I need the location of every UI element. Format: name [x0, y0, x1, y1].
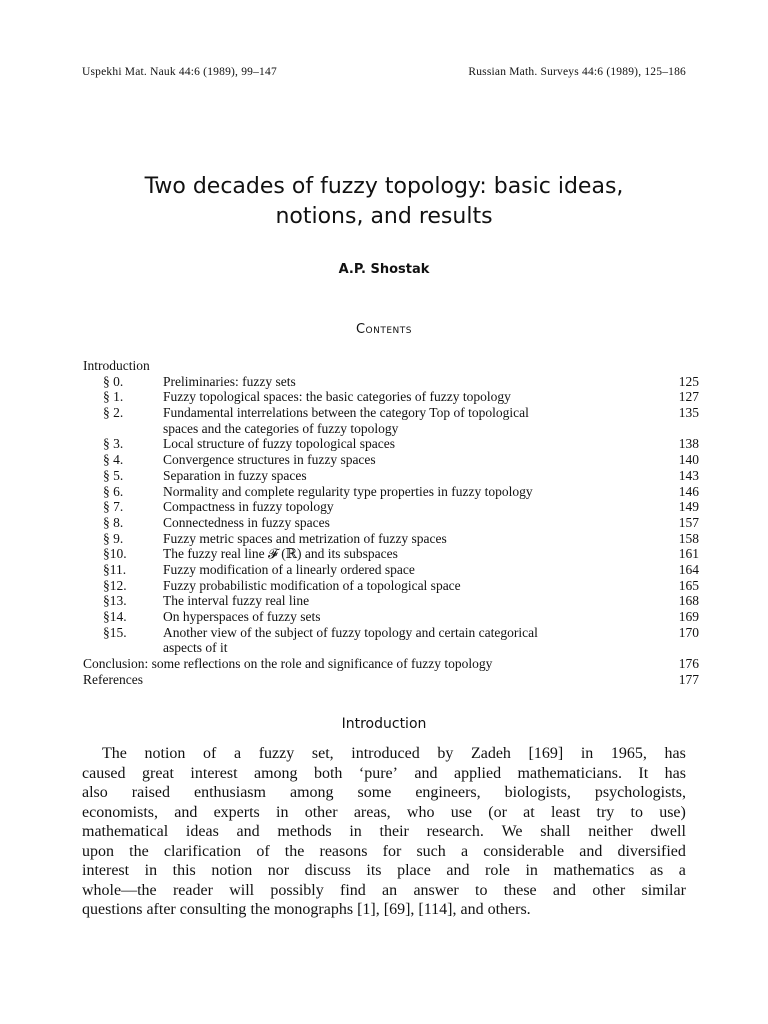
toc-page-number: 138	[678, 436, 699, 452]
body-line	[82, 881, 686, 901]
toc-entry	[83, 484, 699, 500]
body-word: at	[523, 803, 535, 821]
toc-entry	[83, 468, 699, 484]
body-word: also	[82, 784, 108, 801]
body-word: these	[503, 881, 537, 899]
body-word: [169]	[528, 745, 564, 762]
body-line	[82, 764, 686, 784]
body-word: [1],	[357, 901, 384, 918]
toc-page-number: 146	[678, 483, 699, 499]
body-word: interest	[190, 764, 238, 782]
toc-section-number: §10.	[103, 546, 127, 562]
toc-entry	[83, 389, 699, 405]
body-word: mathematicians.	[517, 764, 622, 782]
body-word: mathematics	[553, 862, 635, 879]
toc-entry	[83, 593, 699, 609]
body-word: their	[379, 823, 409, 840]
running-head-right: Russian Math. Surveys 44:6 (1989), 125–186	[468, 66, 686, 78]
contents-heading: Contents	[355, 322, 413, 337]
body-word: a	[678, 862, 686, 879]
toc-entry	[83, 578, 699, 594]
toc-section-title: Connectedness in fuzzy spaces	[163, 514, 330, 530]
toc-page-number: 135	[678, 405, 699, 421]
body-word: possibly	[270, 881, 324, 899]
toc-section-title: Compactness in fuzzy topology	[163, 499, 334, 515]
body-word: (or	[488, 803, 507, 821]
toc-entry	[83, 625, 699, 641]
body-word: methods	[277, 823, 332, 840]
body-word: consulting	[179, 901, 251, 918]
body-word: after	[146, 901, 180, 918]
toc-section-number: §14.	[103, 609, 127, 624]
toc-entry	[83, 452, 699, 468]
toc-entry	[83, 421, 699, 437]
body-line	[82, 783, 686, 803]
body-word: similar	[641, 881, 686, 899]
toc-entry	[83, 640, 699, 656]
toc-section-title: Fuzzy probabilistic modification of a topological space	[163, 577, 461, 593]
body-word: neither	[588, 823, 633, 840]
body-word: and	[236, 823, 260, 840]
toc-references	[83, 672, 699, 688]
toc-introduction	[83, 358, 699, 374]
body-word: ideas	[185, 823, 219, 840]
body-word: use	[450, 803, 473, 821]
body-word: experts	[213, 803, 260, 821]
body-word: reasons	[319, 842, 368, 860]
toc-conclusion	[83, 656, 699, 672]
toc-section-number: § 7.	[103, 499, 124, 515]
toc-section-number: § 1.	[103, 389, 124, 405]
body-word: other	[304, 803, 338, 821]
body-word: both	[313, 764, 343, 782]
toc-entry	[83, 546, 699, 562]
body-word: and	[579, 842, 603, 860]
toc-section-title: Fuzzy metric spaces and metrization of fuzzy spaces	[163, 530, 447, 546]
body-word: reader	[172, 881, 213, 899]
body-word: whole—the	[82, 881, 157, 899]
body-word: psychologists,	[594, 784, 686, 801]
body-line	[82, 803, 686, 823]
body-word: introduced	[351, 745, 420, 762]
body-word: of	[203, 745, 217, 762]
toc-page-number: 149	[678, 499, 699, 515]
toc-section-number: § 2.	[103, 405, 124, 421]
toc-entry	[83, 374, 699, 390]
body-word: shall	[540, 823, 571, 840]
body-word: for	[382, 842, 402, 860]
toc-page-number: 177	[678, 671, 699, 687]
body-word: biologists,	[504, 784, 571, 801]
body-word: and	[552, 881, 577, 899]
body-word: notion	[144, 745, 186, 762]
toc-section-number: §13.	[103, 593, 127, 609]
body-word: a	[460, 842, 469, 860]
running-head-left: Uspekhi Mat. Nauk 44:6 (1989), 99–147	[82, 66, 277, 78]
toc-section-title: Separation in fuzzy spaces	[163, 467, 307, 483]
body-word: to	[630, 803, 643, 821]
toc-section-number: § 4.	[103, 452, 124, 468]
body-word: The	[102, 745, 127, 762]
toc-section-number: §15.	[103, 624, 127, 640]
body-word: great	[141, 764, 174, 782]
body-word: in	[144, 862, 158, 879]
body-word: mathematical	[82, 823, 169, 840]
body-word: to	[475, 881, 488, 899]
body-word: this	[172, 862, 196, 879]
body-line	[82, 842, 686, 862]
toc-section-title: On hyperspaces of fuzzy sets	[163, 609, 321, 624]
body-word: 1965,	[610, 745, 647, 762]
toc-section-number: § 6.	[103, 483, 124, 499]
toc-section-title: Another view of the subject of fuzzy topology and certain categorical	[163, 624, 538, 640]
body-word: other	[592, 881, 626, 899]
body-word: the	[284, 842, 305, 860]
body-word: clarification	[163, 842, 242, 860]
body-word: role	[485, 862, 510, 879]
toc-section-title: Preliminaries: fuzzy sets	[163, 373, 296, 389]
body-word: has	[664, 745, 686, 762]
body-word: find	[339, 881, 366, 899]
toc-page-number: 127	[678, 389, 699, 405]
body-word: raised	[131, 784, 170, 801]
paper-title	[100, 172, 668, 232]
body-word: [114],	[418, 901, 461, 918]
body-word: use)	[659, 803, 686, 821]
body-word: applied	[453, 764, 502, 782]
body-word: and	[414, 764, 438, 782]
body-word: and	[174, 803, 198, 821]
body-word: monographs	[273, 901, 358, 918]
toc-page-number: 140	[678, 452, 699, 468]
body-line	[82, 822, 686, 842]
body-word: in	[276, 803, 289, 821]
toc-section-number: § 9.	[103, 530, 124, 546]
toc-page-number: 157	[678, 514, 699, 530]
toc-section-title: The fuzzy real line 𝓕 (ℝ) and its subspaces	[163, 546, 398, 562]
title-line-1: Two decades of fuzzy topology: basic ideas,	[144, 174, 624, 199]
toc-section-title: spaces and the categories of fuzzy topology	[163, 420, 399, 436]
toc-section-number: § 5.	[103, 467, 124, 483]
toc-section-number: §12.	[103, 577, 127, 593]
body-word: among	[253, 764, 298, 782]
toc-page-number: 165	[678, 577, 699, 593]
toc-page-number: 161	[678, 546, 699, 562]
toc-section-number: § 3.	[103, 436, 124, 452]
toc-page-number: 168	[678, 593, 699, 609]
body-word: and	[446, 862, 470, 879]
body-word: others.	[487, 901, 531, 918]
toc-page-number: 176	[678, 656, 699, 672]
toc-page-number: 158	[678, 530, 699, 546]
introduction-paragraph	[82, 744, 686, 920]
body-word: in	[349, 823, 362, 840]
body-word: enthusiasm	[193, 784, 266, 801]
toc-section-number: §11.	[103, 561, 127, 577]
introduction-heading: Introduction	[341, 716, 427, 732]
toc-entry	[83, 499, 699, 515]
body-word: interest	[82, 862, 130, 879]
body-line	[82, 900, 686, 920]
toc-section-title: Fuzzy modification of a linearly ordered space	[163, 561, 415, 577]
body-word: set,	[311, 745, 334, 762]
toc-entry	[83, 562, 699, 578]
toc-section-number: § 0.	[103, 373, 124, 389]
body-word: place	[397, 862, 431, 879]
body-word: notion	[211, 862, 253, 879]
body-word: areas,	[353, 803, 391, 821]
body-word: such	[416, 842, 446, 860]
body-word: upon	[82, 842, 114, 860]
author-name: A.P. Shostak	[338, 262, 430, 277]
body-word: caused	[82, 764, 126, 782]
toc-section-title: The interval fuzzy real line	[163, 593, 310, 609]
body-word: nor	[267, 862, 290, 879]
title-line-2: notions, and results	[275, 204, 493, 229]
toc-page-number: 169	[678, 609, 699, 624]
body-word: answer	[413, 881, 459, 899]
body-word: Zadeh	[470, 745, 511, 762]
toc-page-number: 164	[678, 561, 699, 577]
body-word: among	[289, 784, 334, 801]
body-word: the	[129, 842, 149, 860]
body-word: will	[229, 881, 255, 899]
toc-section-title: Normality and complete regularity type properties in fuzzy topology	[163, 483, 533, 499]
body-word: and	[460, 901, 488, 918]
body-word: by	[437, 745, 454, 762]
body-word: in	[525, 862, 538, 879]
body-word: in	[580, 745, 594, 762]
toc-references-label: References	[83, 671, 143, 687]
toc-entry	[83, 436, 699, 452]
body-word: an	[382, 881, 398, 899]
body-word: economists,	[82, 803, 158, 821]
body-word: of	[256, 842, 270, 860]
toc-section-title: Fundamental interrelations between the category Top of topological	[163, 405, 529, 421]
body-word: fuzzy	[258, 745, 295, 762]
toc-introduction-label: Introduction	[83, 358, 150, 373]
toc-section-title: Local structure of fuzzy topological spaces	[163, 436, 396, 452]
body-word: research.	[426, 823, 484, 840]
body-word: ‘pure’	[358, 764, 398, 782]
body-word: [69],	[383, 901, 419, 918]
body-word: diversified	[617, 842, 686, 860]
body-word: engineers,	[415, 784, 481, 801]
toc-section-title: aspects of it	[163, 640, 228, 656]
body-word: questions	[82, 901, 147, 918]
body-word: dwell	[650, 823, 686, 840]
toc-section-title: Fuzzy topological spaces: the basic categories of fuzzy topology	[163, 389, 511, 405]
body-line	[82, 744, 686, 764]
toc-entry	[83, 515, 699, 531]
body-word: considerable	[483, 842, 565, 860]
body-word: the	[250, 901, 274, 918]
body-word: as	[649, 862, 664, 879]
toc-entry	[83, 609, 699, 625]
table-of-contents	[83, 358, 699, 687]
body-word: a	[233, 745, 242, 762]
body-word: try	[596, 803, 615, 821]
running-head	[82, 66, 686, 78]
body-line	[82, 861, 686, 881]
body-word: It	[638, 764, 649, 782]
toc-page-number: 125	[678, 373, 699, 389]
toc-section-title: Convergence structures in fuzzy spaces	[163, 452, 376, 468]
body-word: its	[366, 862, 382, 879]
toc-entry	[83, 405, 699, 421]
body-word: some	[357, 784, 392, 801]
body-word: discuss	[304, 862, 351, 879]
toc-conclusion-label: Conclusion: some reflections on the role and significance of fuzzy topology	[83, 656, 493, 672]
body-word: least	[550, 803, 581, 821]
body-word: has	[664, 764, 686, 782]
toc-section-number: § 8.	[103, 514, 124, 530]
toc-page-number: 143	[678, 467, 699, 483]
toc-page-number: 170	[678, 624, 699, 640]
body-word: We	[501, 823, 523, 840]
body-word: who	[406, 803, 435, 821]
toc-entry	[83, 531, 699, 547]
